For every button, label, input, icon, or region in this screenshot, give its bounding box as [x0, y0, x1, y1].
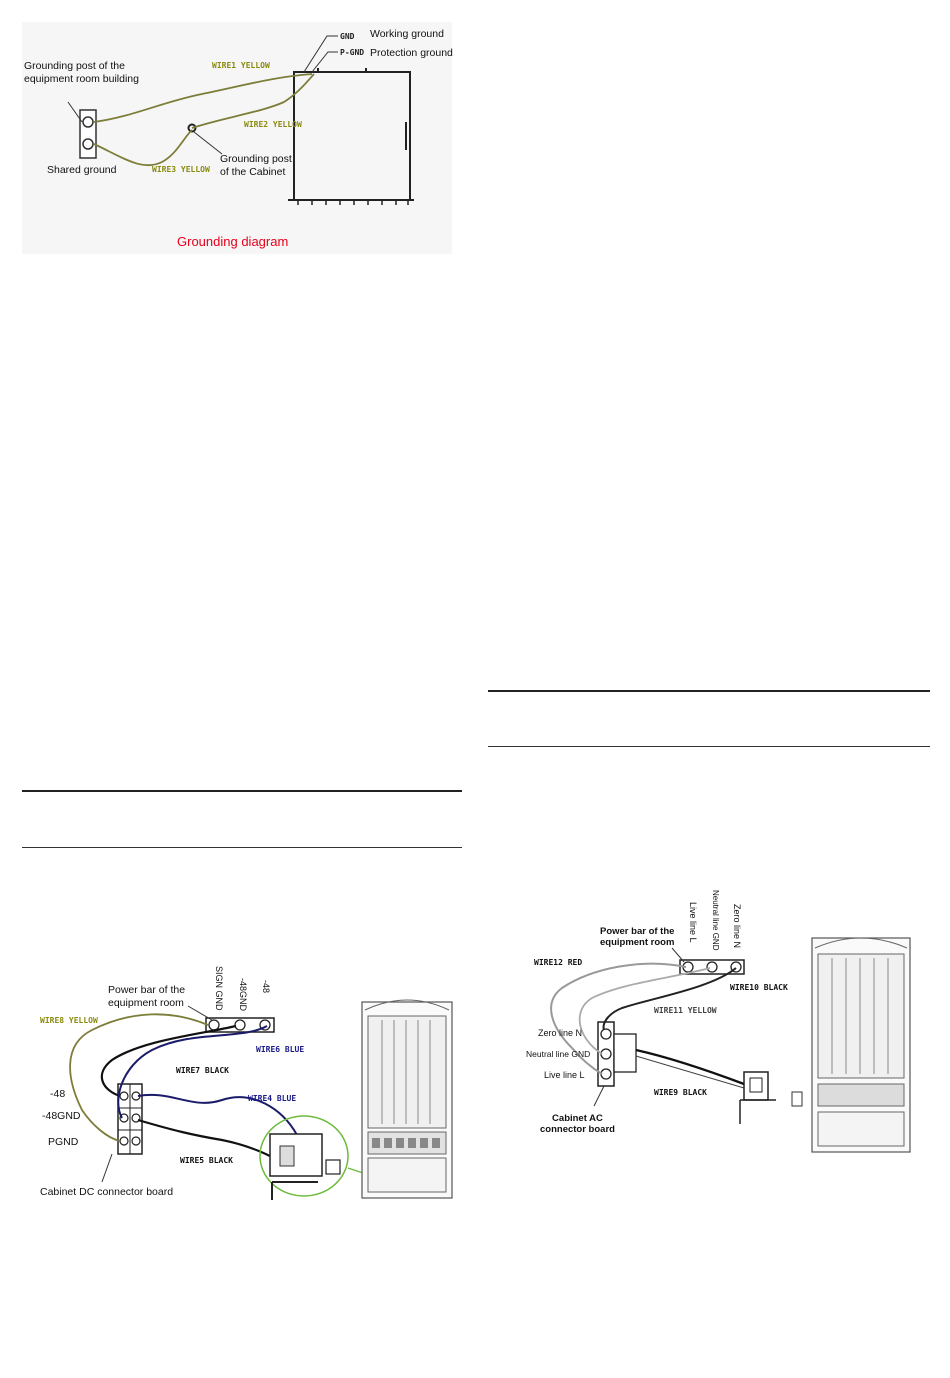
left-rule-top [22, 790, 462, 792]
dc-m48gnd-top-label: -48GND [238, 978, 248, 1012]
ac-board-label: Cabinet AC connector board [540, 1113, 615, 1136]
dc-m48gnd-label: -48GND [42, 1110, 81, 1122]
ac-neutral-label: Neutral line GND [526, 1049, 591, 1059]
grounding-diagram [22, 22, 452, 254]
ac-wire11-label: WIRE11 YELLOW [654, 1006, 717, 1015]
ac-wire9-label: WIRE9 BLACK [654, 1088, 707, 1097]
dc-wire5-label: WIRE5 BLACK [180, 1156, 233, 1165]
ac-wire10-label: WIRE10 BLACK [730, 983, 788, 992]
dc-power-bar-label: Power bar of the equipment room [108, 984, 186, 1009]
ac-power-bar-label: Power bar of the equipment room [600, 926, 675, 949]
gnd-tag: GND [340, 32, 355, 41]
ac-live-top-label: Live line L [688, 902, 698, 943]
ac-connection-diagram [522, 888, 932, 1158]
working-ground-label: Working ground [370, 28, 444, 40]
dc-pgnd-label: PGND [48, 1136, 79, 1148]
wire3-label: WIRE3 YELLOW [152, 165, 210, 174]
dc-wire6-label: WIRE6 BLUE [256, 1045, 305, 1054]
dc-sign-gnd-label: SIGN GND [214, 966, 224, 1011]
grounding-diagram-title: Grounding diagram [177, 234, 289, 249]
ac-zero-label: Zero line N [538, 1028, 583, 1038]
ac-zero-top-label: Zero line N [732, 904, 742, 949]
dc-wire7-label: WIRE7 BLACK [176, 1066, 229, 1075]
ac-neutral-top-label: Neutral line GND [711, 890, 720, 951]
dc-cabinet-rack [362, 1000, 452, 1198]
wire3 [94, 130, 192, 165]
ac-wire9 [636, 1050, 744, 1084]
dc-board-label: Cabinet DC connector board [40, 1186, 174, 1198]
wire2-label: WIRE2 YELLOW [244, 120, 302, 129]
shared-ground-label: Shared ground [47, 164, 117, 176]
dc-wire4-label: WIRE4 BLUE [248, 1094, 297, 1103]
wire1-label: WIRE1 YELLOW [212, 61, 270, 70]
dc-m48-label: -48 [50, 1088, 66, 1100]
ac-cabinet-rack [812, 938, 910, 1152]
building-post-label: Grounding post of the equipment room building [24, 60, 139, 85]
ac-socket [744, 1072, 768, 1100]
right-rule-bottom [488, 746, 930, 747]
right-rule-top [488, 690, 930, 692]
ac-wire12-label: WIRE12 RED [534, 958, 583, 967]
pgnd-tag: P-GND [340, 48, 365, 57]
protection-ground-label: Protection ground [370, 47, 453, 59]
dc-connection-diagram [22, 960, 462, 1210]
cabinet-post-label: Grounding post of the Cabinet [220, 153, 292, 178]
ac-live-label: Live line L [544, 1070, 585, 1080]
dc-wire8-label: WIRE8 YELLOW [40, 1016, 98, 1025]
dc-m48-top-label: -48 [261, 980, 271, 994]
cabinet-outline [294, 72, 410, 200]
left-rule-bottom [22, 847, 462, 848]
